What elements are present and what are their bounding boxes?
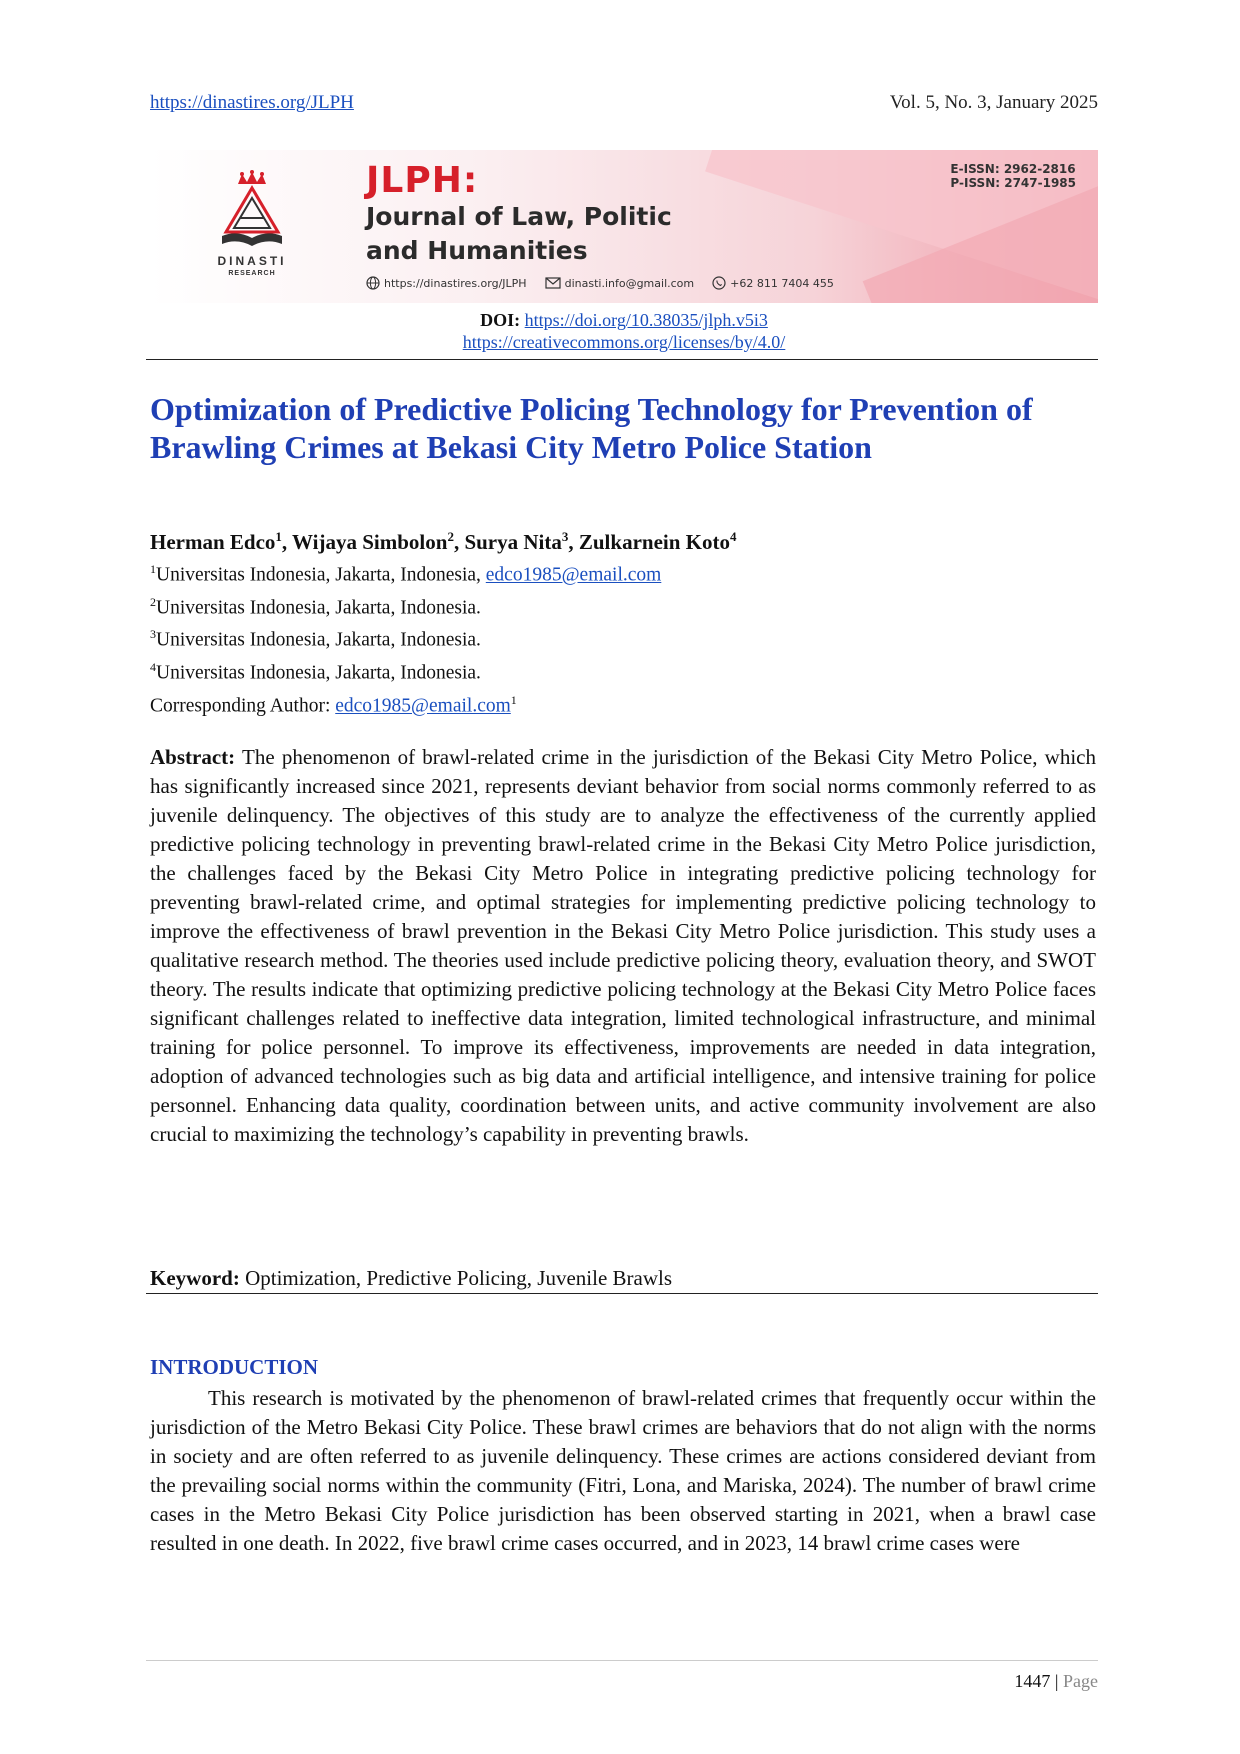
website-text: https://dinastires.org/JLPH <box>384 276 527 290</box>
banner-contacts <box>366 276 834 290</box>
affiliation-sup: 1 <box>150 562 156 576</box>
introduction-paragraph: This research is motivated by the phenomenon of brawl-related crimes that frequently occur within the jurisdiction of the Metro Bekasi City Police. These brawl crimes are behaviors that do not align with the norms in society and are often referred to as juvenile delinquency. These crimes are actions considered deviant from the prevailing social norms within the community (Fitri, Lona, and Mariska, 2024). The number of brawl crime cases in the Metro Bekasi City Police jurisdiction has been observed starting in 2021, when a brawl case resulted in one death. In 2022, five brawl crime cases occurred, and in 2023, 14 brawl crime cases were <box>150 1386 1096 1555</box>
page-separator: | <box>1054 1671 1059 1691</box>
journal-url-link[interactable]: https://dinastires.org/JLPH <box>150 92 354 113</box>
journal-banner <box>150 150 1098 303</box>
doi-block <box>150 309 1098 353</box>
affiliation-sup: 4 <box>150 659 156 674</box>
corresponding-author <box>150 687 1100 720</box>
website-contact <box>366 276 527 290</box>
author-name: Wijaya Simbolon <box>292 530 448 554</box>
brand-subtitle: RESEARCH <box>228 270 276 277</box>
affiliation-sup: 3 <box>150 627 156 641</box>
affiliation <box>150 589 1100 622</box>
author-sup: 1 <box>275 529 282 544</box>
whatsapp-icon <box>712 276 726 290</box>
affiliation <box>150 556 1100 589</box>
email-text: dinasti.info@gmail.com <box>564 276 695 290</box>
corresponding-email-link[interactable]: edco1985@email.com <box>335 695 511 717</box>
author-sup: 3 <box>561 529 569 544</box>
abstract <box>150 743 1096 1149</box>
dinasti-logo <box>202 170 302 290</box>
page-footer <box>1014 1671 1098 1692</box>
doi-label: DOI: <box>480 310 521 330</box>
running-header <box>150 92 1098 118</box>
affiliation-list <box>150 556 1100 686</box>
crown-book-logo-icon <box>202 170 302 254</box>
author-list: Herman Edco$^1$, Wijaya Simbolon$^2$, Surya Nita$^3$, Zulkarnein Koto$^4$ <box>150 529 737 554</box>
keyword-label: Keyword: <box>150 1266 240 1290</box>
affiliation <box>150 654 1100 687</box>
p-issn: P-ISSN: 2747-1985 <box>950 176 1076 190</box>
journal-name: Journal of Law, Politic and Humanities <box>366 202 672 265</box>
keyword-divider <box>146 1293 1098 1294</box>
brand-name: DINASTI <box>217 254 287 268</box>
footer-divider <box>146 1660 1098 1661</box>
affiliation-text: Universitas Indonesia, Jakarta, Indonesia. <box>156 597 481 618</box>
phone-text: +62 811 7404 455 <box>730 276 834 290</box>
corresponding-sup: 1 <box>510 693 517 707</box>
affiliation-text: Universitas Indonesia, Jakarta, Indonesia. <box>156 629 481 651</box>
phone-contact <box>712 276 834 290</box>
affiliation-text: Universitas Indonesia, Jakarta, Indonesia. <box>156 662 481 683</box>
author-sup: 4 <box>730 529 737 544</box>
issn-block <box>950 162 1076 190</box>
author-email-link[interactable]: edco1985@email.com <box>485 564 662 586</box>
author-name: Zulkarnein Koto <box>578 530 730 554</box>
affiliation-sup: 2 <box>150 594 156 609</box>
license-link[interactable]: https://creativecommons.org/licenses/by/4.0/ <box>462 332 786 352</box>
globe-icon <box>366 276 380 290</box>
e-issn: E-ISSN: 2962-2816 <box>950 162 1076 176</box>
section-heading-introduction: INTRODUCTION <box>150 1355 319 1379</box>
page-word: Page <box>1063 1671 1098 1691</box>
author-name: Surya Nita <box>464 530 562 554</box>
affiliation <box>150 621 1100 654</box>
keywords <box>150 1265 1096 1291</box>
abstract-text: The phenomenon of brawl-related crime in the jurisdiction of the Bekasi City Metro Police, which has significantly increased since 2021, represents deviant behavior from social norms commonly referred to as juvenile delinquency. The objectives of this study are to analyze the effectiveness of the currently applied predictive policing technology in preventing brawl-related crime in the Bekasi City Metro Police jurisdiction, the challenges faced by the Bekasi City Metro Police in integrating predictive policing technology for preventing brawl-related crime, and optimal strategies for implementing predictive policing technology to improve the effectiveness of brawl prevention in the Bekasi City Metro Police jurisdiction. This study uses a qualitative research method. The theories used include predictive policing theory, evaluation theory, and SWOT theory. The results indicate that optimizing predictive policing technology at the Bekasi City Metro Police faces significant challenges related to ineffective data integration, limited technological infrastructure, and minimal training for police personnel. To improve its effectiveness, improvements are needed in data integration, adoption of advanced technologies such as big data and artificial intelligence, and intensive training for police personnel. Enhancing data quality, coordination between units, and active community involvement are also crucial to maximizing the technology’s capability in preventing brawls. <box>150 745 1096 1146</box>
affiliation-text: Universitas Indonesia, Jakarta, Indonesia, <box>156 564 486 586</box>
mail-icon <box>545 277 561 289</box>
corresponding-label: Corresponding Author: <box>150 695 336 717</box>
author-name: Herman Edco <box>150 530 276 554</box>
paper-title: Optimization of Predictive Policing Technology for Prevention of Brawling Crimes at Bekasi City Metro Police Station <box>150 391 1033 465</box>
header-divider <box>146 359 1098 360</box>
author-sup: 2 <box>447 529 454 544</box>
email-contact <box>545 277 695 290</box>
keyword-text: Optimization, Predictive Policing, Juvenile Brawls <box>245 1266 673 1290</box>
journal-abbreviation: JLPH: <box>366 160 479 201</box>
abstract-label: Abstract: <box>150 745 236 769</box>
volume-info: Vol. 5, No. 3, January 2025 <box>889 92 1098 113</box>
doi-link[interactable]: https://doi.org/10.38035/jlph.v5i3 <box>524 310 768 330</box>
page-number: 1447 <box>1014 1671 1051 1691</box>
